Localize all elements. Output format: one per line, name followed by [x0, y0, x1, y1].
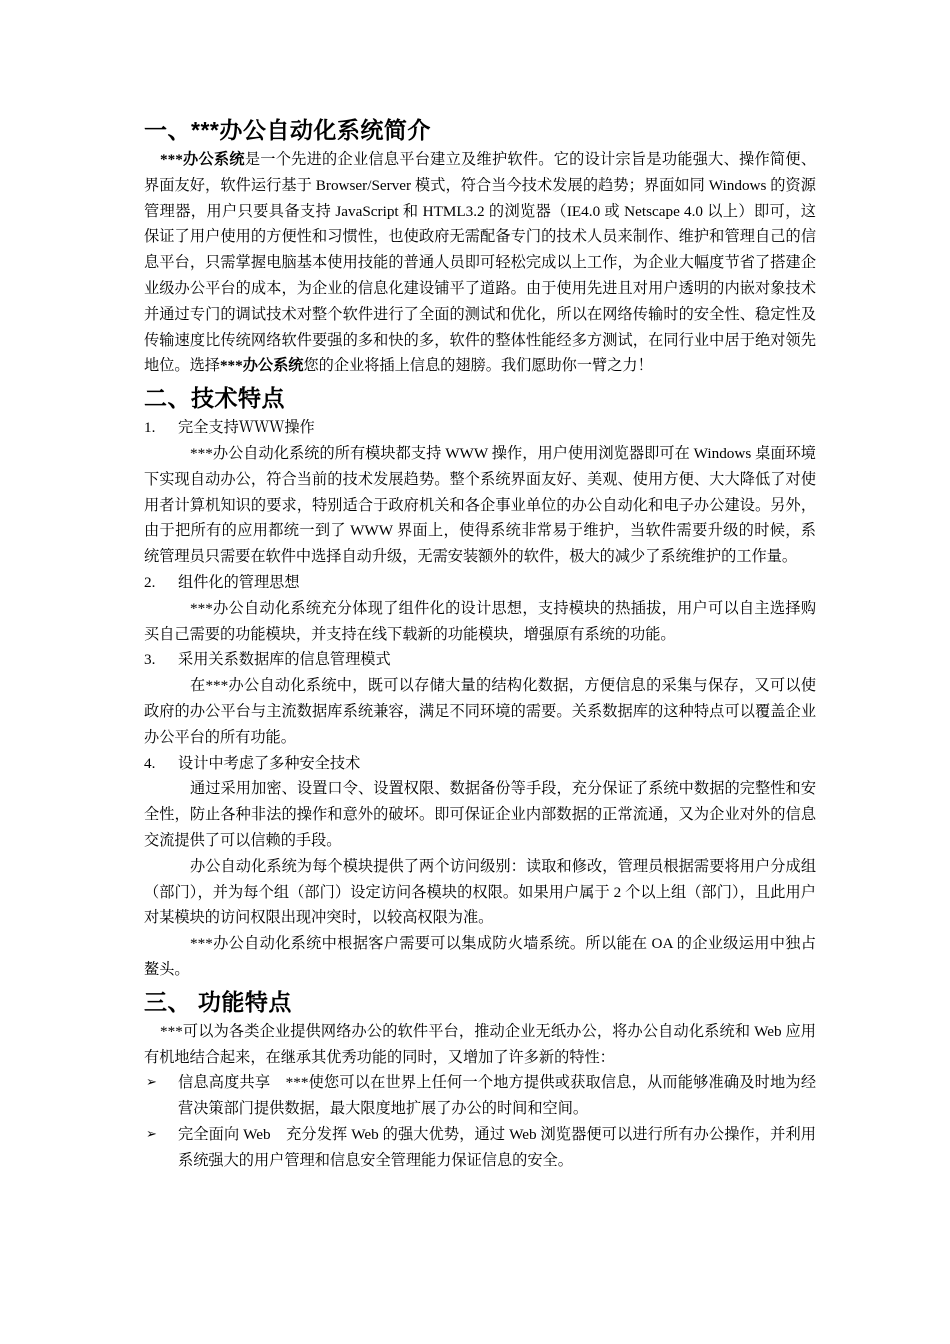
section-1-paragraph	[144, 147, 816, 379]
feature-1-body: ***办公自动化系统的所有模块都支持 WWW 操作，用户使用浏览器即可在 Windows 桌面环境下实现自动办公，符合当前的技术发展趋势。整个系统界面友好、美观、使用方便、大大降低了对使用者计算机知识的要求，特别适合于政府机关和各企事业单位的办公自动化和电子办公建设。另外，由于把所有的应用都统一到了 WWW 界面上，使得系统非常易于维护，当软件需要升级的时候，系统管理员只需要在软件中选择自动升级，无需安装额外的软件，极大的减少了系统维护的工作量。	[144, 444, 816, 566]
feature-4-title-text: 设计中考虑了多种安全技术	[178, 754, 361, 772]
product-name-bold-2: ***办公系统	[219, 357, 304, 375]
feature-3-body: 在***办公自动化系统中，既可以存储大量的结构化数据，方便信息的采集与保存，又可以使政府的办公平台与主流数据库系统兼容，满足不同环境的需要。关系数据库的这种特点可以覆盖企业办公平台的所有功能。	[144, 677, 816, 746]
document-body	[144, 113, 816, 1173]
feature-1-title-text: 完全支持ＷＷＷ操作	[178, 419, 315, 437]
section-3-heading: 三、 功能特点	[144, 988, 292, 1015]
feature-2-body: ***办公自动化系统充分体现了组件化的设计思想，支持模块的热插拔，用户可以自主选择购买自己需要的功能模块，并支持在线下载新的功能模块，增强原有系统的功能。	[144, 599, 816, 643]
feature-4-title	[144, 751, 816, 777]
feature-2-title-text: 组件化的管理思想	[178, 573, 300, 591]
bullet-1-text: 信息高度共享 ***使您可以在世界上任何一个地方提供或获取信息，从而能够准确及时地为经营决策部门提供数据，最大限度地扩展了办公的时间和空间。	[178, 1074, 816, 1118]
section-1-heading: 一、***办公自动化系统简介	[144, 117, 431, 143]
feature-3-title-text: 采用关系数据库的信息管理模式	[178, 651, 391, 669]
feature-2-number: 2.	[144, 573, 156, 591]
product-name-bold: ***办公系统	[160, 151, 245, 168]
feature-4-body-3: ***办公自动化系统中根据客户需要可以集成防火墙系统。所以能在 OA 的企业级运用中独占鳌头。	[144, 935, 816, 978]
feature-4-body-2: 办公自动化系统为每个模块提供了两个访问级别：读取和修改，管理员根据需要将用户分成组（部门），并为每个组（部门）设定访问各模块的权限。如果用户属于 2 个以上组（部门），且此用户对某模块的访问权限出现冲突时，以较高权限为准。	[144, 857, 816, 927]
arrow-bullet-icon: ➢	[146, 1075, 157, 1091]
bullet-item-info-sharing	[144, 1070, 816, 1122]
section-3-intro: ***可以为各类企业提供网络办公的软件平台，推动企业无纸办公，将办公自动化系统和 Web 应用有机地结合起来，在继承其优秀功能的同时，又增加了许多新的特性：	[144, 1022, 816, 1066]
feature-1-number: 1.	[144, 419, 156, 437]
intro-text-2: 您的企业将插上信息的翅膀。我们愿助你一臂之力！	[303, 357, 653, 375]
arrow-bullet-icon: ➢	[146, 1126, 157, 1142]
bullet-item-web-oriented	[144, 1122, 816, 1174]
feature-4-number: 4.	[144, 754, 156, 772]
feature-3-title	[144, 647, 816, 673]
feature-4-body-1: 通过采用加密、设置口令、设置权限、数据备份等手段，充分保证了系统中数据的完整性和安全性，防止各种非法的操作和意外的破坏。即可保证企业内部数据的正常流通，又为企业对外的信息交流提供了可以信赖的手段。	[144, 780, 816, 849]
section-2-heading: 二、技术特点	[144, 385, 285, 412]
intro-text-1: 是一个先进的企业信息平台建立及维护软件。它的设计宗旨是功能强大、操作简便、界面友好，软件运行基于 Browser/Server 模式，符合当今技术发展的趋势；界面如同 Windows 的资源管理器，用户只要具备支持 JavaScript 和 HTML3.2 的浏览器（IE4.0 或 Netscape 4.0 以上）即可，这保证了用户使用的方便性和习惯性，也使政府无需配备专门的技术人员来制作、维护和管理自己的信息平台，只需掌握电脑基本使用技能的普通人员即可轻松完成以上工作，为企业大幅度节省了搭建企业级办公平台的成本，为企业的信息化建设铺平了道路。由于使用先进且对用户透明的内嵌对象技术并通过专门的调试技术对整个软件进行了全面的测试和优化，所以在网络传输时的安全性、稳定性及传输速度比传统网络软件要强的多和快的多，软件的整体性能经多方测试，在同行业中居于绝对领先地位。选择	[144, 151, 817, 375]
bullet-2-text: 完全面向 Web 充分发挥 Web 的强大优势，通过 Web 浏览器便可以进行所有办公操作，并利用系统强大的用户管理和信息安全管理能力保证信息的安全。	[178, 1125, 816, 1169]
feature-3-number: 3.	[144, 651, 156, 669]
feature-2-title	[144, 570, 816, 596]
feature-1-title	[144, 415, 816, 441]
